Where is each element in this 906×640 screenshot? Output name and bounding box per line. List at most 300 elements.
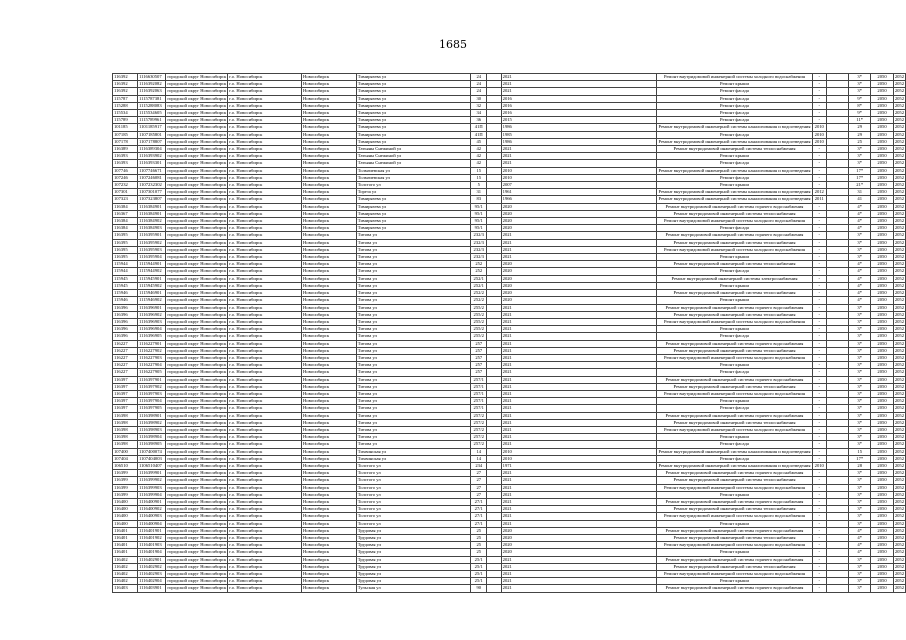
table-cell: 2050 bbox=[871, 571, 894, 578]
table-cell: 2020 bbox=[501, 527, 657, 534]
table-cell: 2050 bbox=[871, 434, 894, 441]
table-cell: г.о. Новосибирск bbox=[228, 275, 302, 282]
table-cell: 2050 bbox=[871, 484, 894, 491]
table-cell: Новосибирск bbox=[302, 218, 357, 225]
table-row bbox=[113, 369, 906, 376]
table-cell: городской округ Новосибирск bbox=[167, 246, 227, 252]
table-cell: Трудовая ул bbox=[356, 542, 470, 549]
table-cell: 2052 bbox=[894, 477, 904, 483]
table-cell: 28 bbox=[849, 462, 871, 469]
table-cell bbox=[487, 383, 501, 390]
table-cell bbox=[826, 347, 848, 354]
table-cell: 116401 bbox=[113, 535, 138, 542]
table-cell: г.о. Новосибирск bbox=[228, 153, 302, 160]
table-cell: 116392 bbox=[113, 88, 138, 95]
table-cell: Тульская ул bbox=[356, 585, 470, 592]
table-cell: 1107232302 bbox=[137, 182, 165, 189]
table-cell bbox=[826, 138, 848, 145]
table-cell: 27/1 bbox=[471, 498, 487, 505]
table-cell: г.о. Новосибирск bbox=[228, 110, 302, 117]
table-cell: 2050 bbox=[871, 542, 894, 549]
table-cell: - bbox=[812, 81, 826, 88]
table-cell: - bbox=[812, 333, 826, 340]
table-row bbox=[113, 153, 906, 160]
table-cell: Титова ул bbox=[356, 268, 470, 275]
table-cell: г.о. Новосибирск bbox=[228, 95, 302, 102]
table-cell: Ремонт внутридомовой инженерной системы канализования и водоотведения bbox=[658, 462, 811, 468]
table-cell: 257/2 bbox=[471, 426, 487, 433]
table-cell: 95/1 bbox=[471, 210, 487, 217]
table-cell: Тимирязева ул bbox=[356, 210, 470, 217]
table-cell: 2050 bbox=[871, 563, 894, 570]
table-cell bbox=[826, 261, 848, 268]
table-cell: городской округ Новосибирск bbox=[167, 189, 227, 195]
table-cell: 5 bbox=[471, 182, 487, 189]
table-cell: Ремонт внутридомовой инженерной системы канализования и водоотведения bbox=[658, 167, 811, 173]
table-cell: городской округ Новосибирск bbox=[167, 318, 227, 324]
table-cell bbox=[487, 117, 501, 124]
table-cell: городской округ Новосибирск bbox=[167, 455, 227, 461]
table-cell bbox=[826, 160, 848, 167]
table-cell: городской округ Новосибирск bbox=[167, 311, 227, 317]
table-cell: Тореза ул bbox=[356, 189, 470, 196]
table-cell: 1107323807 bbox=[137, 196, 165, 203]
table-cell: 2021 bbox=[501, 369, 657, 376]
table-cell: Новосибирск bbox=[302, 448, 357, 455]
table-cell: 2021 bbox=[501, 246, 657, 253]
table-cell: г.о. Новосибирск bbox=[228, 210, 302, 217]
table-cell: Ремонт внутридомовой инженерной системы горячего водоснабжения bbox=[657, 232, 812, 239]
table-cell: - bbox=[812, 311, 826, 318]
table-cell bbox=[826, 369, 848, 376]
table-cell: 116395 bbox=[113, 239, 138, 246]
table-cell: 2050 bbox=[871, 527, 894, 534]
table-cell: 116392 bbox=[113, 74, 138, 81]
table-cell: Новосибирск bbox=[302, 542, 357, 549]
table-cell bbox=[826, 95, 848, 102]
table-cell: - bbox=[812, 362, 826, 369]
table-cell: 4* bbox=[849, 203, 871, 210]
table-cell: 32 bbox=[471, 102, 487, 109]
table-cell: 116401 bbox=[113, 527, 138, 534]
table-cell: 257/2 bbox=[471, 419, 487, 426]
table-cell: 1116393301 bbox=[137, 160, 165, 167]
table-cell: Ремонт внутридомовой инженерной системы горячего водоснабжения bbox=[657, 470, 812, 477]
table-cell: 116397 bbox=[113, 405, 138, 412]
table-cell: 25 bbox=[849, 138, 871, 145]
table-cell: 1966 bbox=[501, 196, 657, 203]
table-cell bbox=[826, 578, 848, 585]
table-cell: г.о. Новосибирск bbox=[228, 491, 302, 498]
table-cell: 2052 bbox=[894, 434, 904, 440]
table-row bbox=[113, 513, 906, 520]
table-cell: - bbox=[812, 369, 826, 376]
table-row bbox=[113, 354, 906, 361]
table-cell: г.о. Новосибирск bbox=[228, 268, 302, 275]
table-row bbox=[113, 189, 906, 196]
table-row bbox=[113, 88, 906, 95]
table-cell: г.о. Новосибирск bbox=[228, 513, 302, 520]
table-cell bbox=[487, 462, 501, 469]
table-cell: 2052 bbox=[894, 333, 904, 339]
table-row bbox=[113, 563, 906, 570]
table-cell: г.о. Новосибирск bbox=[228, 146, 302, 153]
table-cell: 4* bbox=[849, 542, 871, 549]
table-cell: г.о. Новосибирск bbox=[228, 182, 302, 189]
table-cell: 2010 bbox=[812, 138, 826, 145]
table-cell: 2015 bbox=[501, 117, 657, 124]
table-cell: - bbox=[812, 571, 826, 578]
table-cell: 255/2 bbox=[471, 318, 487, 325]
table-cell: - bbox=[812, 290, 826, 297]
table-cell: Новосибирск bbox=[302, 318, 357, 325]
table-cell: 115787 bbox=[113, 95, 138, 102]
table-cell: 116396 bbox=[113, 318, 138, 325]
table-cell: 2052 bbox=[894, 585, 904, 591]
table-cell: - bbox=[812, 102, 826, 109]
table-cell: 3* bbox=[849, 318, 871, 325]
table-cell: 2052 bbox=[894, 498, 904, 504]
table-cell bbox=[826, 146, 848, 153]
table-cell: г.о. Новосибирск bbox=[228, 376, 302, 383]
table-cell: 2021 bbox=[501, 513, 657, 520]
table-cell: 1116402904 bbox=[137, 578, 165, 585]
table-cell: Титова ул bbox=[356, 239, 470, 246]
table-cell: 116384 bbox=[113, 225, 138, 232]
table-cell: г.о. Новосибирск bbox=[228, 138, 302, 145]
table-cell: городской округ Новосибирск bbox=[167, 585, 227, 591]
table-cell: городской округ Новосибирск bbox=[167, 232, 227, 238]
table-cell: г.о. Новосибирск bbox=[228, 261, 302, 268]
table-cell: 2052 bbox=[894, 412, 904, 418]
table-cell: 2050 bbox=[871, 210, 894, 217]
table-cell: 2050 bbox=[871, 218, 894, 225]
table-cell: 252/1 bbox=[471, 282, 487, 289]
table-cell: 257/1 bbox=[471, 390, 487, 397]
table-cell: г.о. Новосибирск bbox=[228, 398, 302, 405]
table-cell bbox=[826, 174, 848, 181]
table-cell: г.о. Новосибирск bbox=[228, 189, 302, 196]
table-cell: 24 bbox=[471, 88, 487, 95]
table-cell: 115288 bbox=[113, 102, 138, 109]
table-cell: городской округ Новосибирск bbox=[167, 340, 227, 346]
table-cell: Новосибирск bbox=[302, 390, 357, 397]
table-cell: 2050 bbox=[871, 412, 894, 419]
table-row bbox=[113, 290, 906, 297]
table-cell: 2050 bbox=[871, 225, 894, 232]
table-cell: 2052 bbox=[894, 571, 904, 577]
table-cell: 3* bbox=[849, 520, 871, 527]
table-cell: 2012 bbox=[812, 189, 826, 196]
table-cell: 1116397904 bbox=[137, 398, 165, 405]
table-cell: г.о. Новосибирск bbox=[228, 74, 302, 81]
table-cell: г.о. Новосибирск bbox=[228, 527, 302, 534]
table-row bbox=[113, 254, 906, 261]
table-cell: городской округ Новосибирск bbox=[167, 484, 227, 490]
table-cell: 2050 bbox=[871, 102, 894, 109]
table-cell: Новосибирск bbox=[302, 354, 357, 361]
table-cell: г.о. Новосибирск bbox=[228, 498, 302, 505]
table-cell: 2021 bbox=[501, 405, 657, 412]
table-cell: 107746 bbox=[113, 167, 138, 174]
table-cell bbox=[487, 376, 501, 383]
table-cell: - bbox=[812, 354, 826, 361]
table-cell bbox=[487, 297, 501, 304]
table-cell: 15 bbox=[849, 448, 871, 455]
table-cell: 9* bbox=[849, 110, 871, 117]
table-row bbox=[113, 218, 906, 225]
table-cell: Новосибирск bbox=[302, 326, 357, 333]
table-cell bbox=[826, 275, 848, 282]
table-cell: городской округ Новосибирск bbox=[167, 470, 227, 476]
table-cell: 1116399904 bbox=[137, 491, 165, 498]
table-row bbox=[113, 477, 906, 484]
table-cell bbox=[826, 153, 848, 160]
table-cell: Новосибирск bbox=[302, 578, 357, 585]
table-cell: 2052 bbox=[894, 153, 904, 159]
table-cell: 2050 bbox=[871, 311, 894, 318]
table-cell: Новосибирск bbox=[302, 275, 357, 282]
table-cell: городской округ Новосибирск bbox=[167, 462, 227, 468]
table-cell: 252/1 bbox=[471, 275, 487, 282]
table-row bbox=[113, 434, 906, 441]
table-cell: Ремонт внутридомовой инженерной системы горячего водоснабжения bbox=[657, 203, 812, 210]
table-cell: Новосибирск bbox=[302, 556, 357, 563]
table-cell bbox=[487, 434, 501, 441]
table-cell: 2050 bbox=[871, 362, 894, 369]
table-cell: 2050 bbox=[871, 261, 894, 268]
table-cell: г.о. Новосибирск bbox=[228, 419, 302, 426]
table-cell: 3* bbox=[849, 340, 871, 347]
table-cell bbox=[487, 535, 501, 542]
table-cell bbox=[826, 542, 848, 549]
table-cell: 116397 bbox=[113, 376, 138, 383]
table-cell: 2021 bbox=[501, 434, 657, 441]
table-cell: Титова ул bbox=[356, 362, 470, 369]
table-cell: 116395 bbox=[113, 246, 138, 253]
table-cell: Ремонт фасада bbox=[657, 268, 812, 275]
table-cell: 45 bbox=[471, 138, 487, 145]
table-cell: Титова ул bbox=[356, 398, 470, 405]
table-cell: 3* bbox=[849, 239, 871, 246]
table-cell: 2021 bbox=[501, 441, 657, 448]
table-cell: 1107404003 bbox=[137, 455, 165, 462]
table-cell: 2050 bbox=[871, 426, 894, 433]
table-cell: городской округ Новосибирск bbox=[167, 297, 227, 303]
table-cell: 116401 bbox=[113, 549, 138, 556]
table-cell bbox=[826, 549, 848, 556]
table-cell: городской округ Новосибирск bbox=[167, 326, 227, 332]
table-cell: Новосибирск bbox=[302, 261, 357, 268]
table-cell: Ремонт внутридомовой инженерной системы теплоснабжения bbox=[657, 563, 812, 570]
table-cell: 2050 bbox=[871, 369, 894, 376]
table-cell: городской округ Новосибирск bbox=[167, 117, 227, 123]
table-cell: - bbox=[812, 261, 826, 268]
table-cell: 2050 bbox=[871, 268, 894, 275]
table-cell: 116396 bbox=[113, 326, 138, 333]
table-cell: 2007 bbox=[501, 182, 657, 189]
table-cell: 116227 bbox=[113, 362, 138, 369]
table-cell: городской округ Новосибирск bbox=[167, 174, 227, 180]
table-cell: 116398 bbox=[113, 434, 138, 441]
table-cell: 83 bbox=[471, 196, 487, 203]
table-cell: 2010 bbox=[501, 448, 657, 455]
table-cell: - bbox=[812, 498, 826, 505]
table-cell: городской округ Новосибирск bbox=[167, 376, 227, 382]
table-cell: 2050 bbox=[871, 376, 894, 383]
table-cell: городской округ Новосибирск bbox=[167, 477, 227, 483]
table-cell: - bbox=[812, 167, 826, 174]
table-cell: 2052 bbox=[894, 110, 904, 116]
table-cell: 115946 bbox=[113, 290, 138, 297]
table-cell: 2021 bbox=[501, 578, 657, 585]
table-cell: - bbox=[812, 542, 826, 549]
table-cell: - bbox=[812, 549, 826, 556]
table-cell bbox=[826, 196, 848, 203]
table-cell: 2050 bbox=[871, 513, 894, 520]
table-cell: городской округ Новосибирск bbox=[167, 268, 227, 274]
table-cell: - bbox=[812, 304, 826, 311]
table-cell bbox=[487, 182, 501, 189]
table-cell bbox=[826, 167, 848, 174]
table-cell: 25 bbox=[471, 527, 487, 534]
table-cell: 3* bbox=[849, 74, 871, 81]
table-cell: Ремонт крыши bbox=[657, 398, 812, 405]
table-row bbox=[113, 347, 906, 354]
table-cell bbox=[826, 117, 848, 124]
table-cell: 3* bbox=[849, 441, 871, 448]
table-cell: 17* bbox=[849, 167, 871, 174]
table-cell: 2052 bbox=[894, 304, 904, 310]
table-cell: Новосибирск bbox=[302, 462, 357, 469]
table-cell: 2050 bbox=[871, 297, 894, 304]
table-row bbox=[113, 131, 906, 138]
table-cell: 107301 bbox=[113, 189, 138, 196]
table-cell bbox=[487, 498, 501, 505]
table-cell: 116398 bbox=[113, 419, 138, 426]
table-cell: городской округ Новосибирск bbox=[167, 419, 227, 425]
table-cell: 3* bbox=[849, 390, 871, 397]
table-cell: Новосибирск bbox=[302, 455, 357, 462]
table-cell: 42 bbox=[471, 160, 487, 167]
table-row bbox=[113, 95, 906, 102]
table-row bbox=[113, 333, 906, 340]
table-cell: Ремонт внутридомовой инженерной системы канализования и водоотведения bbox=[658, 196, 811, 202]
table-cell: 2050 bbox=[871, 383, 894, 390]
table-cell: 4* bbox=[849, 535, 871, 542]
table-cell bbox=[826, 520, 848, 527]
table-cell: Новосибирск bbox=[302, 398, 357, 405]
table-cell: 2020 bbox=[501, 275, 657, 282]
table-cell: 107178 bbox=[113, 138, 138, 145]
table-cell: г.о. Новосибирск bbox=[228, 542, 302, 549]
table-cell: 116396 bbox=[113, 333, 138, 340]
table-cell: Новосибирск bbox=[302, 369, 357, 376]
table-cell: Ремонт внутридомовой инженерной системы теплоснабжения bbox=[657, 146, 812, 153]
table-cell: Титова ул bbox=[356, 275, 470, 282]
table-cell: 2052 bbox=[894, 376, 904, 382]
table-cell: Ремонт внутридомовой инженерной системы горячего водоснабжения bbox=[657, 304, 812, 311]
table-cell: 1107400074 bbox=[137, 448, 165, 455]
table-cell: 2050 bbox=[871, 354, 894, 361]
table-cell: Ремонт фасада bbox=[657, 174, 812, 181]
table-cell: городской округ Новосибирск bbox=[167, 290, 227, 296]
table-cell: 2052 bbox=[894, 542, 904, 548]
table-cell: 3* bbox=[849, 578, 871, 585]
table-cell: 11* bbox=[849, 117, 871, 124]
table-cell: Титова ул bbox=[356, 232, 470, 239]
table-cell: 2050 bbox=[871, 549, 894, 556]
table-cell: г.о. Новосибирск bbox=[228, 254, 302, 261]
table-cell: 27/1 bbox=[471, 513, 487, 520]
table-cell: 1116227903 bbox=[137, 354, 165, 361]
table-cell: городской округ Новосибирск bbox=[167, 275, 227, 281]
table-cell: г.о. Новосибирск bbox=[228, 203, 302, 210]
register-table-body bbox=[113, 74, 906, 593]
table-cell: 2020 bbox=[501, 297, 657, 304]
table-cell bbox=[826, 506, 848, 513]
table-cell: 1116395904 bbox=[137, 254, 165, 261]
table-cell: 3* bbox=[849, 571, 871, 578]
table-cell bbox=[487, 405, 501, 412]
table-cell: Татьяны Снежиной ул bbox=[356, 153, 470, 160]
table-cell: 2052 bbox=[894, 225, 904, 231]
table-cell: 95/1 bbox=[471, 218, 487, 225]
table-cell: 27 bbox=[471, 491, 487, 498]
table-cell bbox=[487, 210, 501, 217]
table-cell bbox=[487, 174, 501, 181]
table-cell: 2050 bbox=[871, 405, 894, 412]
table-cell: Новосибирск bbox=[302, 412, 357, 419]
table-cell: 2050 bbox=[871, 232, 894, 239]
table-cell: Новосибирск bbox=[302, 311, 357, 318]
table-cell bbox=[487, 455, 501, 462]
table-cell: 1115944901 bbox=[137, 261, 165, 268]
table-cell: Новосибирск bbox=[302, 347, 357, 354]
table-row bbox=[113, 174, 906, 181]
table-cell: 1116402902 bbox=[137, 563, 165, 570]
table-cell: - bbox=[812, 318, 826, 325]
table-row bbox=[113, 441, 906, 448]
table-cell: Ремонт внутридомовой инженерной системы холодного водоснабжения bbox=[657, 484, 812, 491]
table-cell: Новосибирск bbox=[302, 232, 357, 239]
table-cell: 3* bbox=[849, 81, 871, 88]
table-cell: - bbox=[812, 563, 826, 570]
table-cell: г.о. Новосибирск bbox=[228, 470, 302, 477]
table-cell: г.о. Новосибирск bbox=[228, 318, 302, 325]
table-cell: Ремонт внутридомовой инженерной системы горячего водоснабжения bbox=[657, 412, 812, 419]
table-cell bbox=[826, 563, 848, 570]
table-cell: Новосибирск bbox=[302, 484, 357, 491]
table-cell: 2020 bbox=[501, 282, 657, 289]
table-cell bbox=[487, 167, 501, 174]
table-cell: г.о. Новосибирск bbox=[228, 282, 302, 289]
table-cell: г.о. Новосибирск bbox=[228, 290, 302, 297]
table-cell bbox=[826, 441, 848, 448]
table-cell: 4* bbox=[849, 549, 871, 556]
table-cell: 41П bbox=[471, 131, 487, 138]
table-cell: 116400 bbox=[113, 520, 138, 527]
table-cell bbox=[487, 131, 501, 138]
table-cell: городской округ Новосибирск bbox=[167, 182, 227, 188]
table-cell: 1116401904 bbox=[137, 549, 165, 556]
table-cell bbox=[487, 95, 501, 102]
table-cell: 1107185801 bbox=[137, 131, 165, 138]
table-cell: городской округ Новосибирск bbox=[167, 390, 227, 396]
table-cell: 1116399903 bbox=[137, 484, 165, 491]
table-cell: 257/1 bbox=[471, 376, 487, 383]
table-cell: 2052 bbox=[894, 563, 904, 569]
